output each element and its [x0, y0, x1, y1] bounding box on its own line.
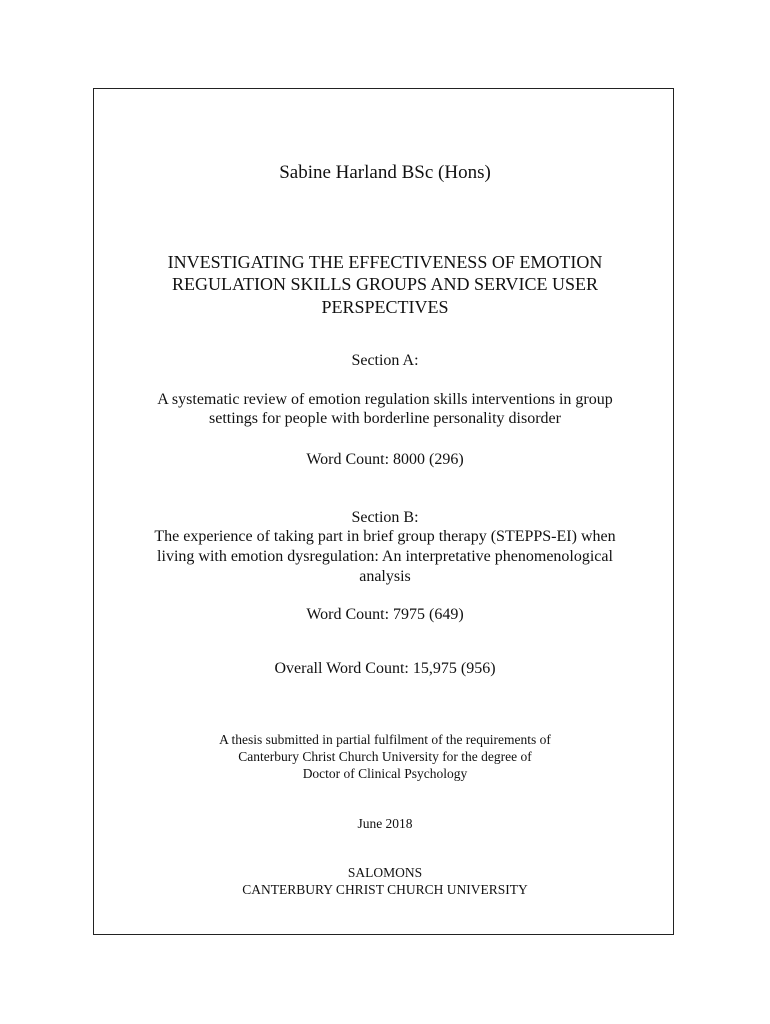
thesis-statement-line-2: Canterbury Christ Church University for the degree of	[238, 749, 532, 764]
submission-date: June 2018	[357, 816, 413, 831]
thesis-title-line-3: PERSPECTIVES	[321, 297, 449, 317]
section-b-description-line-1: The experience of taking part in brief group therapy (STEPPS-EI) when	[154, 528, 616, 545]
section-a-description-line-2: settings for people with borderline personality disorder	[209, 410, 561, 427]
section-b-word-count: Word Count: 7975 (649)	[306, 606, 464, 623]
section-b-description-line-2: living with emotion dysregulation: An interpretative phenomenological	[157, 548, 613, 565]
institution-line-2: CANTERBURY CHRIST CHURCH UNIVERSITY	[242, 882, 528, 897]
section-b-description-line-3: analysis	[359, 568, 411, 585]
author-name: Sabine Harland BSc (Hons)	[279, 162, 491, 183]
thesis-title-line-2: REGULATION SKILLS GROUPS AND SERVICE USER	[171, 274, 599, 294]
section-b-heading: Section B:	[351, 509, 419, 526]
section-a-description-line-1: A systematic review of emotion regulation skills interventions in group	[157, 391, 613, 408]
thesis-statement-line-1: A thesis submitted in partial fulfilment of the requirements of	[219, 732, 551, 747]
institution-line-1: SALOMONS	[347, 865, 423, 880]
overall-word-count: Overall Word Count: 15,975 (956)	[274, 660, 496, 677]
section-a-heading: Section A:	[351, 352, 419, 369]
thesis-statement-line-3: Doctor of Clinical Psychology	[302, 766, 468, 781]
thesis-title-line-1: INVESTIGATING THE EFFECTIVENESS OF EMOTION	[167, 252, 603, 272]
section-a-word-count: Word Count: 8000 (296)	[306, 451, 464, 468]
